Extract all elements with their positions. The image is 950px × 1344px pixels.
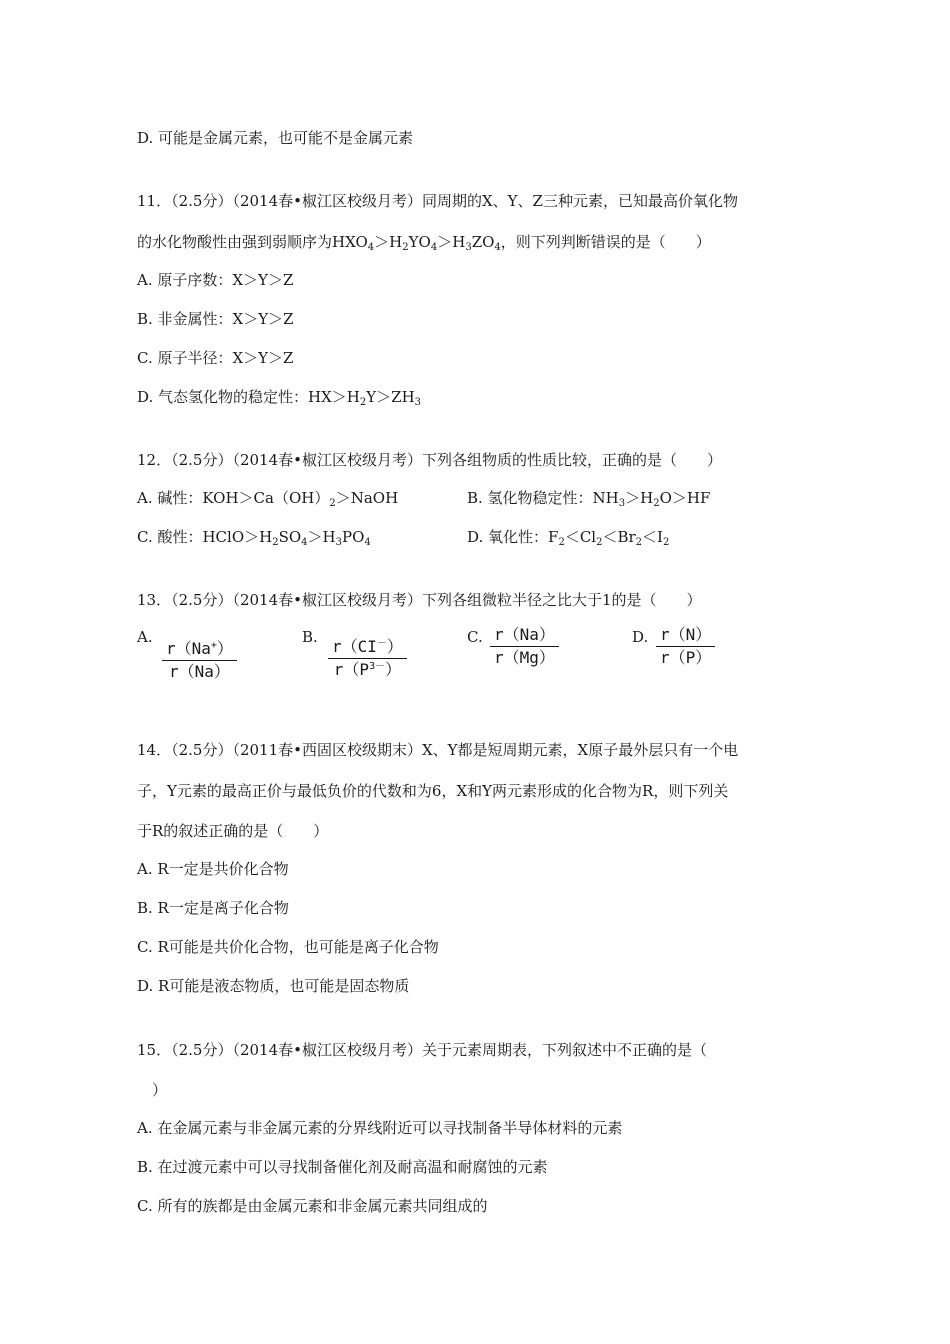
q13-option-d-label: D.: [632, 628, 649, 646]
q13-option-d-denominator: r（P）: [660, 648, 712, 667]
q13-option-c-numerator: r（Na）: [494, 625, 555, 644]
q15-option-b: B. 在过渡元素中可以寻找制备催化剂及耐高温和耐腐蚀的元素: [137, 1158, 548, 1176]
q11-option-d: D. 气态氢化物的稳定性：$HX>H_2Y>ZH_3$: [137, 388, 422, 408]
q11-stem-line2: 的水化物酸性由强到弱顺序为$HXO_4>H_2YO_4>H_3ZO_4$，则下列判断错误的是（ ）: [137, 233, 711, 253]
q13-option-a-denominator: r（Na）: [169, 662, 230, 681]
q11-stem-line1: 11．（2.5分）（2014春•椒江区校级月考）同周期的X、Y、Z三种元素，已知最高价氧化物: [137, 192, 738, 210]
q14-stem-line1: 14．（2.5分）（2011春•西固区校级期末）X、Y都是短周期元素，X原子最外层只有一个电: [137, 741, 739, 759]
q11-option-c: C. 原子半径：X＞Y＞Z: [137, 349, 294, 367]
q15-stem-line1: 15．（2.5分）（2014春•椒江区校级月考）关于元素周期表，下列叙述中不正确的是（: [137, 1041, 707, 1059]
q14-option-c: C. R可能是共价化合物，也可能是离子化合物: [137, 938, 439, 956]
q14-option-a: A. R一定是共价化合物: [137, 860, 289, 878]
q12-stem: 12．（2.5分）（2014春•椒江区校级月考）下列各组物质的性质比较，正确的是（ ）: [137, 451, 722, 469]
q13-option-b-fraction: [328, 636, 407, 681]
q10-option-d: D. 可能是金属元素，也可能不是金属元素: [137, 129, 414, 147]
q14-stem-line2: 子，Y元素的最高正价与最低负价的代数和为6，X和Y两元素形成的化合物为R，则下列关: [137, 782, 729, 800]
q15-option-c: C. 所有的族都是由金属元素和非金属元素共同组成的: [137, 1197, 488, 1215]
q13-option-a-fraction: [162, 638, 237, 683]
q13-option-d-numerator: r（N）: [660, 625, 712, 644]
q13-option-a-numerator: r（Na+）: [166, 639, 233, 658]
q13-stem: 13．（2.5分）（2014春•椒江区校级月考）下列各组微粒半径之比大于1的是（ ）: [137, 591, 702, 609]
q13-option-c-fraction: [490, 624, 559, 669]
q12-option-b: B. 氢化物稳定性：$NH_3>H_2O>HF$: [467, 489, 711, 509]
q12-option-a: A. 碱性：$KOH>Ca(OH)_2>NaOH$: [137, 489, 399, 509]
q13-option-a-label: A.: [137, 628, 153, 646]
q15-option-a: A. 在金属元素与非金属元素的分界线附近可以寻找制备半导体材料的元素: [137, 1119, 623, 1137]
q13-option-c-denominator: r（Mg）: [494, 648, 555, 667]
q14-stem-line3: 于R的叙述正确的是（ ）: [137, 822, 329, 840]
q13-option-d-fraction: [656, 624, 715, 669]
q11-option-a: A. 原子序数：X＞Y＞Z: [137, 271, 294, 289]
q13-option-b-denominator: $r(P^{3-})$: [333, 660, 402, 679]
q12-option-d: D. 氧化性：$F_2<Cl_2<Br_2<I_2$: [467, 528, 670, 548]
q14-option-d: D. R可能是液态物质，也可能是固态物质: [137, 977, 410, 995]
q13-option-b-numerator: r（CI－）: [332, 637, 403, 656]
q12-option-c: C. 酸性：$HClO>H_2SO_4>H_3PO_4$: [137, 528, 371, 548]
q11-option-b: B. 非金属性：X＞Y＞Z: [137, 310, 294, 328]
q13-option-c-label: C.: [467, 628, 483, 646]
q14-option-b: B. R一定是离子化合物: [137, 899, 289, 917]
q13-option-b-label: B.: [302, 628, 318, 646]
q15-stem-line2: ）: [152, 1081, 168, 1099]
